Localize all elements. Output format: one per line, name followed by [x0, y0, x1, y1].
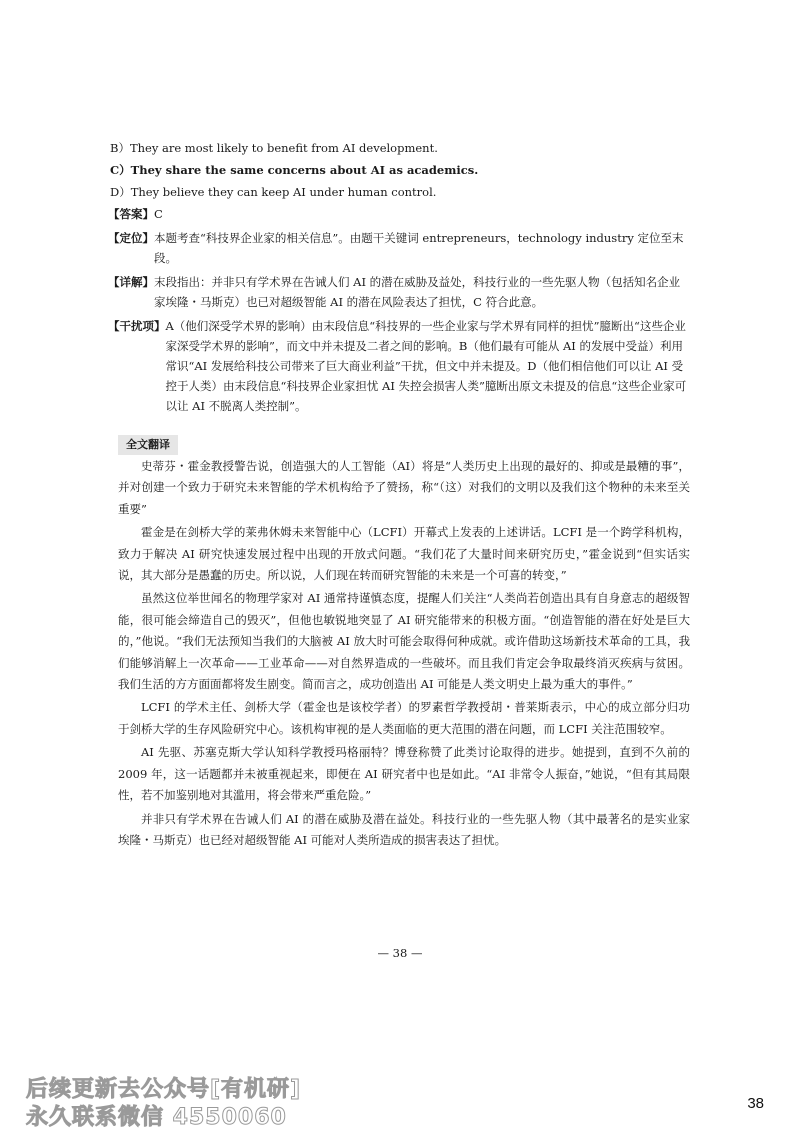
translation-heading: 全文翻译: [118, 435, 178, 455]
watermark-line-1: 后续更新去公众号[有机研]: [26, 1077, 302, 1102]
translation-body: [118, 456, 690, 853]
answer-options: [110, 137, 690, 203]
translation-paragraph: 史蒂芬・霍金教授警告说，创造强大的人工智能（AI）将是“人类历史上出现的最好的、抑或是最糟的事”，并对创建一个致力于研究未来智能的学术机构给予了赞扬，称“（这）对我们的文明以及我们这个物种的未来至关重要”: [118, 459, 690, 516]
analysis-section: [108, 204, 690, 420]
translation-paragraph: 霍金是在剑桥大学的莱弗休姆未来智能中心（LCFI）开幕式上发表的上述讲话。LCFI 是一个跨学科机构，致力于解决 AI 研究快速发展过程中出现的开放式问题。“我们花了大量时间来研究历史，”霍金说到“但实话实说，其大部分是愚蠢的历史。所以说，人们现在转而研究智能的未来是一个可喜的转变，”: [118, 525, 690, 583]
locate-tag: 【定位】: [108, 231, 154, 245]
option-d: D）They believe they can keep AI under human control.: [110, 185, 437, 199]
answer-value: C: [154, 207, 163, 221]
translation-paragraph: 虽然这位举世闻名的物理学家对 AI 通常持谨慎态度，提醒人们关注“人类尚若创造出具有自身意志的超级智能，很可能会缔造自己的毁灭”，但他也敏锐地突显了 AI 研究能带来的积极方面。“创造智能的潜在好处是巨大的，”他说。“我们无法预知当我们的大脑被 AI 放大时可能会取得何种成就。或许借助这场新技术革命的工具，我们能够消解上一次革命——工业革命——对自然界造成的一些破坏。而且我们肯定会争取最终消灭疾病与贫困。我们生活的方方面面都将发生剧变。简而言之，成功创造出 AI 可能是人类文明史上最为重大的事件。”: [118, 591, 690, 692]
locate-row: [108, 228, 690, 268]
answer-tag: 【答案】: [108, 207, 154, 221]
page-number: — 38 —: [377, 946, 423, 960]
detail-text: 末段指出：并非只有学术界在告诫人们 AI 的潜在威胁及益处，科技行业的一些先驱人物（包括知名企业家埃隆・马斯克）也已对超级智能 AI 的潜在风险表达了担忧，C 符合此意。: [154, 275, 681, 309]
watermark-line-2: 永久联系微信 4550060: [26, 1105, 287, 1130]
detail-row: [108, 272, 690, 312]
translation-paragraph: 并非只有学术界在告诫人们 AI 的潜在威胁及潜在益处。科技行业的一些先驱人物（其中最著名的是实业家埃隆・马斯克）也已经对超级智能 AI 可能对人类所造成的损害表达了担忧。: [118, 811, 690, 847]
option-b: B）They are most likely to benefit from AI development.: [110, 141, 438, 155]
option-c: C）They share the same concerns about AI as academics.: [110, 163, 479, 177]
translation-paragraph: LCFI 的学术主任、剑桥大学（霍金也是该校学者）的罗素哲学教授胡・普莱斯表示，中心的成立部分归功于剑桥大学的生存风险研究中心。该机构审视的是人类面临的更大范围的潜在问题，而 LCFI 关注范围较窄。: [118, 700, 690, 736]
answer-row: [108, 204, 690, 224]
distractor-row: [108, 316, 690, 416]
translation-paragraph: AI 先驱、苏塞克斯大学认知科学教授玛格丽特？博登称赞了此类讨论取得的进步。她提到，直到不久前的 2009 年，这一话题都并未被重视起来，即便在 AI 研究者中也是如此。“AI 非常令人振奋，”她说，“但有其局限性，若不加鉴别地对其滥用，将会带来严重危险。”: [118, 745, 690, 803]
distractor-text: A（他们深受学术界的影响）由末段信息“科技界的一些企业家与学术界有同样的担忧”臆断出“这些企业家深受学术界的影响”，而文中并未提及二者之间的影响。B（他们最有可能从 AI 的发展中受益）利用常识“AI 发展给科技公司带来了巨大商业利益”干扰，但文中并未提及。D（他们相信他们可以让 AI 受控于人类）由末段信息“科技界企业家担忧 AI 失控会损害人类”臆断出原文未提及的信息“这些企业家可以让 AI 不脱离人类控制”。: [165, 319, 687, 413]
detail-tag: 【详解】: [108, 275, 154, 289]
locate-text: 本题考查“科技界企业家的相关信息”。由题干关键词 entrepreneurs，technology industry 定位至末段。: [154, 231, 684, 265]
distractor-tag: 【干扰项】: [108, 319, 166, 333]
corner-page-number: 38: [747, 1095, 764, 1112]
